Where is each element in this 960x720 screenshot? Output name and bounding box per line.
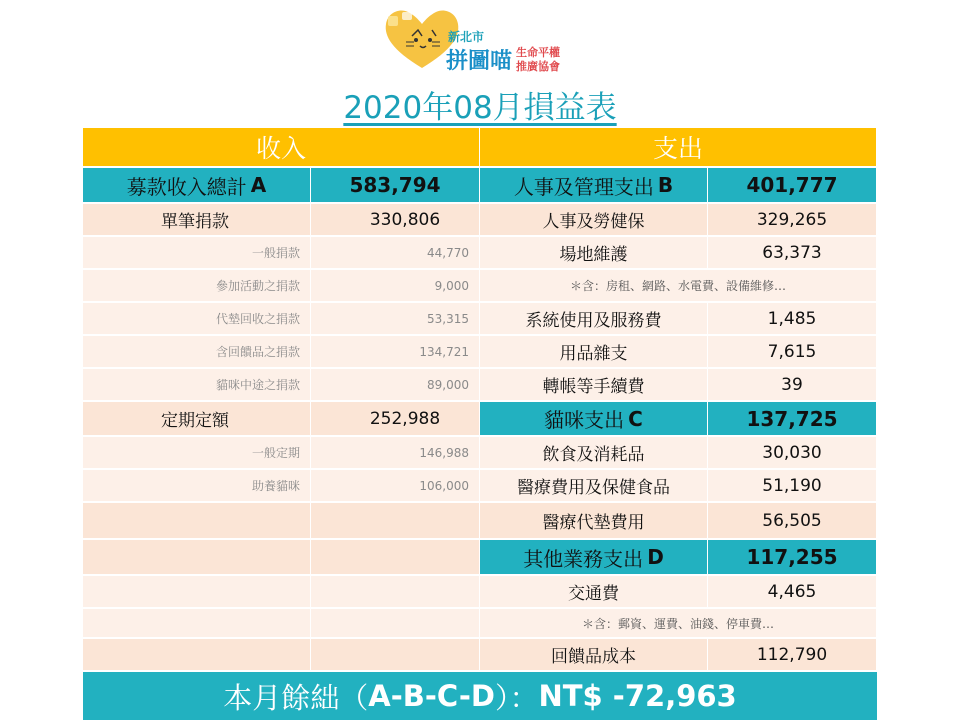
expense-item-label: 醫療代墊費用 [480, 503, 708, 540]
table-row [83, 470, 877, 503]
admin-expense-value: 401,777 [708, 168, 877, 204]
income-subitem-value: 106,000 [311, 470, 480, 503]
income-subitem-label: 一般定期 [83, 437, 311, 470]
empty-cell [311, 639, 480, 672]
table-row [83, 609, 877, 639]
income-total-value: 583,794 [311, 168, 480, 204]
empty-cell [83, 609, 311, 639]
other-expense-label: 其他業務支出 D [480, 540, 708, 576]
expense-item-value: 112,790 [708, 639, 877, 672]
association-logo [382, 6, 592, 72]
page-title: 2020年08月損益表 [343, 90, 617, 126]
income-subitem-label: 貓咪中途之捐款 [83, 369, 311, 402]
empty-cell [311, 576, 480, 609]
expense-item-value: 329,265 [708, 204, 877, 237]
balance-amount: NT$ -72,963 [538, 679, 737, 713]
logo-city-text: 新北市 [448, 30, 485, 44]
table-row [83, 270, 877, 303]
income-subitem-value: 9,000 [311, 270, 480, 303]
table-row [83, 503, 877, 540]
expense-item-label: 回饋品成本 [480, 639, 708, 672]
expense-item-value: 4,465 [708, 576, 877, 609]
expense-item-value: 63,373 [708, 237, 877, 270]
admin-expense-label: 人事及管理支出 B [480, 168, 708, 204]
empty-cell [311, 540, 480, 576]
empty-cell [83, 503, 311, 540]
income-subitem-value: 134,721 [311, 336, 480, 369]
expense-item-value: 39 [708, 369, 877, 402]
empty-cell [83, 540, 311, 576]
income-subitem-label: 代墊回收之捐款 [83, 303, 311, 336]
other-expense-value: 117,255 [708, 540, 877, 576]
empty-cell [311, 609, 480, 639]
expense-item-label: 系統使用及服務費 [480, 303, 708, 336]
expense-note: ＊含：郵資、運費、油錢、停車費… [480, 609, 877, 639]
empty-cell [83, 639, 311, 672]
income-subitem-label: 一般捐款 [83, 237, 311, 270]
empty-cell [311, 503, 480, 540]
table-row [83, 204, 877, 237]
income-statement-table [83, 128, 877, 672]
expense-item-label: 用品雜支 [480, 336, 708, 369]
totals-row [83, 168, 877, 204]
balance-close: ）： [494, 680, 539, 715]
income-subitem-label: 含回饋品之捐款 [83, 336, 311, 369]
table-row [83, 576, 877, 609]
table-row [83, 369, 877, 402]
table-row [83, 336, 877, 369]
balance-formula: A-B-C-D [368, 679, 495, 713]
income-item-label: 定期定額 [83, 402, 311, 437]
table-row [83, 237, 877, 270]
table-row [83, 303, 877, 336]
table-row [83, 540, 877, 576]
logo-name-text: 拼圖喵 [446, 49, 513, 74]
expense-item-value: 30,030 [708, 437, 877, 470]
expense-item-value: 7,615 [708, 336, 877, 369]
income-subitem-label: 助養貓咪 [83, 470, 311, 503]
expense-header: 支出 [480, 128, 877, 168]
table-header-row [83, 128, 877, 168]
income-item-value: 252,988 [311, 402, 480, 437]
income-item-value: 330,806 [311, 204, 480, 237]
expense-item-label: 轉帳等手續費 [480, 369, 708, 402]
income-header: 收入 [83, 128, 480, 168]
monthly-balance-bar [83, 672, 877, 720]
expense-item-label: 交通費 [480, 576, 708, 609]
expense-item-value: 51,190 [708, 470, 877, 503]
income-subitem-value: 44,770 [311, 237, 480, 270]
income-total-label: 募款收入總計 A [83, 168, 311, 204]
table-row [83, 639, 877, 672]
income-subitem-label: 參加活動之捐款 [83, 270, 311, 303]
expense-note: ＊含：房租、網路、水電費、設備維修… [480, 270, 877, 303]
cat-expense-value: 137,725 [708, 402, 877, 437]
income-item-label: 單筆捐款 [83, 204, 311, 237]
income-subitem-value: 89,000 [311, 369, 480, 402]
expense-item-value: 56,505 [708, 503, 877, 540]
cat-expense-label: 貓咪支出 C [480, 402, 708, 437]
income-subitem-value: 146,988 [311, 437, 480, 470]
balance-label: 本月餘絀（ [223, 680, 369, 715]
income-subitem-value: 53,315 [311, 303, 480, 336]
expense-item-label: 飲食及消耗品 [480, 437, 708, 470]
table-row [83, 402, 877, 437]
empty-cell [83, 576, 311, 609]
expense-item-label: 場地維護 [480, 237, 708, 270]
expense-item-label: 醫療費用及保健食品 [480, 470, 708, 503]
logo-slogan-top: 生命平權 [516, 46, 560, 59]
table-row [83, 437, 877, 470]
expense-item-value: 1,485 [708, 303, 877, 336]
expense-item-label: 人事及勞健保 [480, 204, 708, 237]
logo-slogan-bottom: 推廣協會 [516, 60, 560, 73]
